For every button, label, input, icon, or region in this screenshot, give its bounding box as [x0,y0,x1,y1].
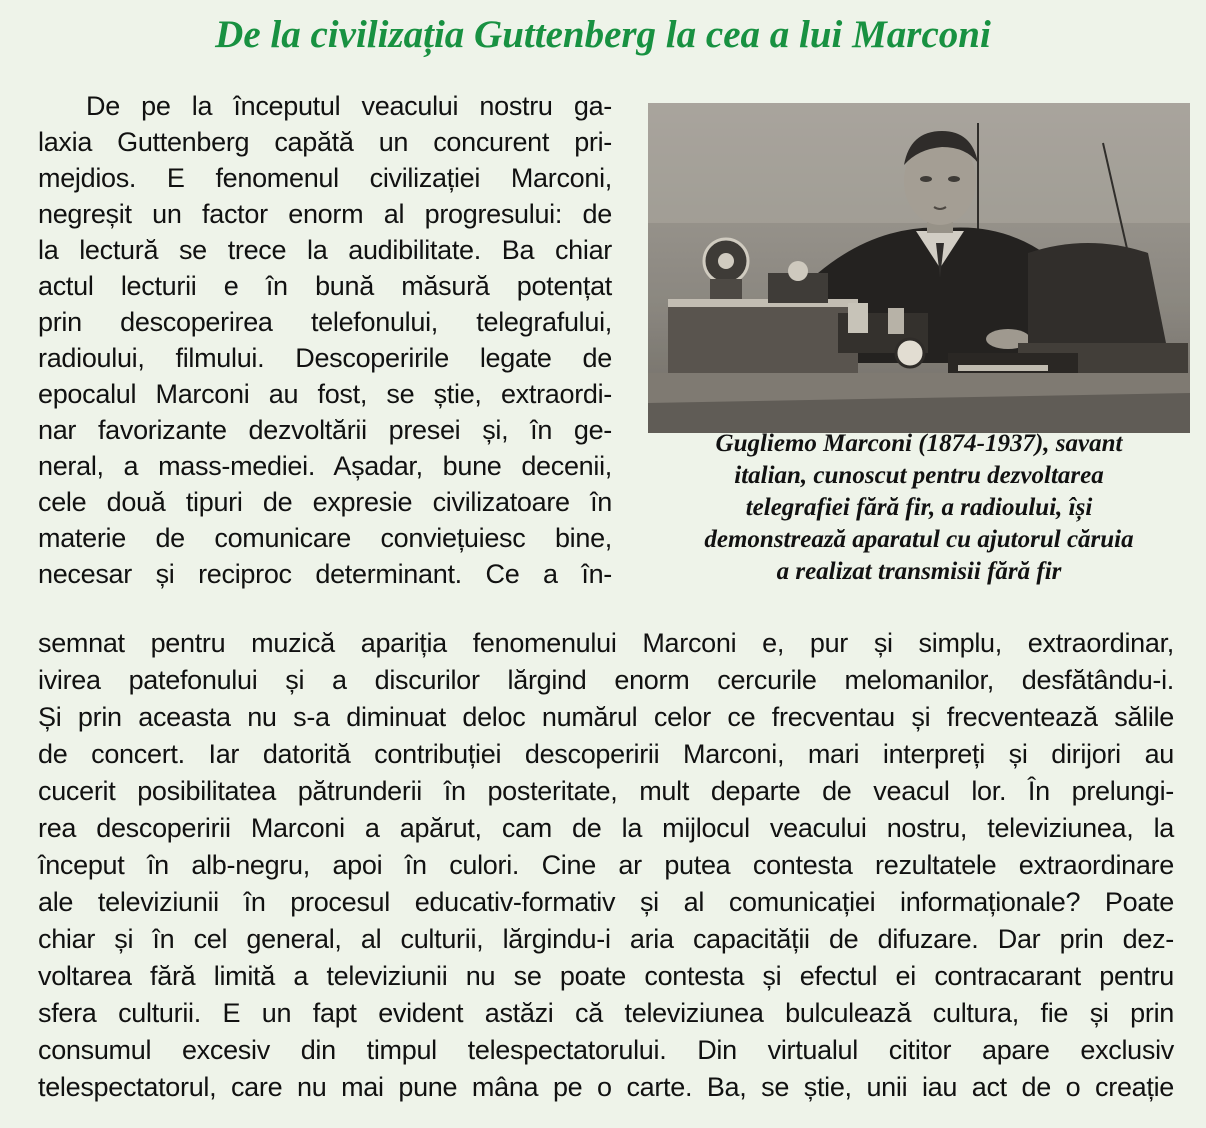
paragraph-line: mejdios. E fenomenul civilizației Marconi, [38,163,612,193]
article-title: De la civilizația Guttenberg la cea a lui Marconi [215,13,991,56]
paragraph-line: negreșit un factor enorm al progresului: de [38,199,612,229]
photo-icon [648,103,1190,433]
paragraph-line: epocalul Marconi au fost, se știe, extraordi- [38,379,612,409]
paragraph-line: actul lecturii e în bună măsură potențat [38,271,612,301]
paragraph-line: chiar și în cel general, al culturii, lărgindu-i aria capacității de difuzare. Dar prin dez- [38,924,1174,954]
caption-line: telegrafiei fără fir, a radioului, își [745,494,1093,521]
caption-line: demonstrează aparatul cu ajutorul căruia [704,526,1134,553]
paragraph-line: Și prin aceasta nu s-a diminuat deloc numărul celor ce frecventau și frecventează sălile [38,702,1174,732]
paragraph-line: materie de comunicare conviețuiesc bine, [38,523,612,553]
photo-caption [644,428,1194,588]
paragraph-line: început în alb-negru, apoi în culori. Cine ar putea contesta rezultatele extraordinare [38,850,1174,880]
paragraph-line: cucerit posibilitatea pătrunderii în posteritate, mult departe de veacul lor. În prelungi- [38,776,1174,806]
paragraph-line: consumul excesiv din timpul telespectatorului. Din virtualul cititor apare exclusiv [38,1035,1174,1065]
paragraph-line: prin descoperirea telefonului, telegrafului, [38,307,612,337]
paragraph-line: ale televiziunii în procesul educativ-formativ și al comunicației informaționale? Poate [38,887,1174,917]
paragraph-line: nar favorizante dezvoltării presei și, în ge- [38,415,612,445]
paragraph-line: semnat pentru muzică apariția fenomenului Marconi e, pur și simplu, extraordinar, [38,628,1174,658]
paragraph-line: de concert. Iar datorită contribuției descoperirii Marconi, mari interpreți și dirijori au [38,739,1174,769]
caption-line: Gugliemo Marconi (1874-1937), savant [715,430,1123,457]
paragraph-line: radioului, filmului. Descoperirile legate de [38,343,612,373]
marconi-photo [648,103,1190,433]
caption-line: a realizat transmisii fără fir [776,558,1062,585]
paragraph-line: cele două tipuri de expresie civilizatoare în [38,487,612,517]
paragraph-line: la lectură se trece la audibilitate. Ba chiar [38,235,612,265]
caption-line: italian, cunoscut pentru dezvoltarea [734,462,1104,489]
paragraph-line: telespectatorul, care nu mai pune mâna pe o carte. Ba, se știe, unii iau act de o creație [38,1072,1174,1102]
paragraph-line: voltarea fără limită a televiziunii nu se poate contesta și efectul ei contracarant pentru [38,961,1174,991]
paragraph-line: laxia Guttenberg capătă un concurent pri- [38,127,612,157]
paragraph-line: rea descoperirii Marconi a apărut, cam de la mijlocul veacului nostru, televiziunea, la [38,813,1174,843]
paragraph-line: sfera culturii. E un fapt evident astăzi că televiziunea bulculează cultura, fie și prin [38,998,1174,1028]
paragraph-line: necesar și reciproc determinant. Ce a în- [38,559,612,589]
paragraph-line: neral, a mass-mediei. Așadar, bune decenii, [38,451,612,481]
paragraph-line: De pe la începutul veacului nostru ga- [86,91,612,121]
paragraph-line: ivirea patefonului și a discurilor lărgind enorm cercurile melomanilor, desfătându-i. [38,665,1174,695]
